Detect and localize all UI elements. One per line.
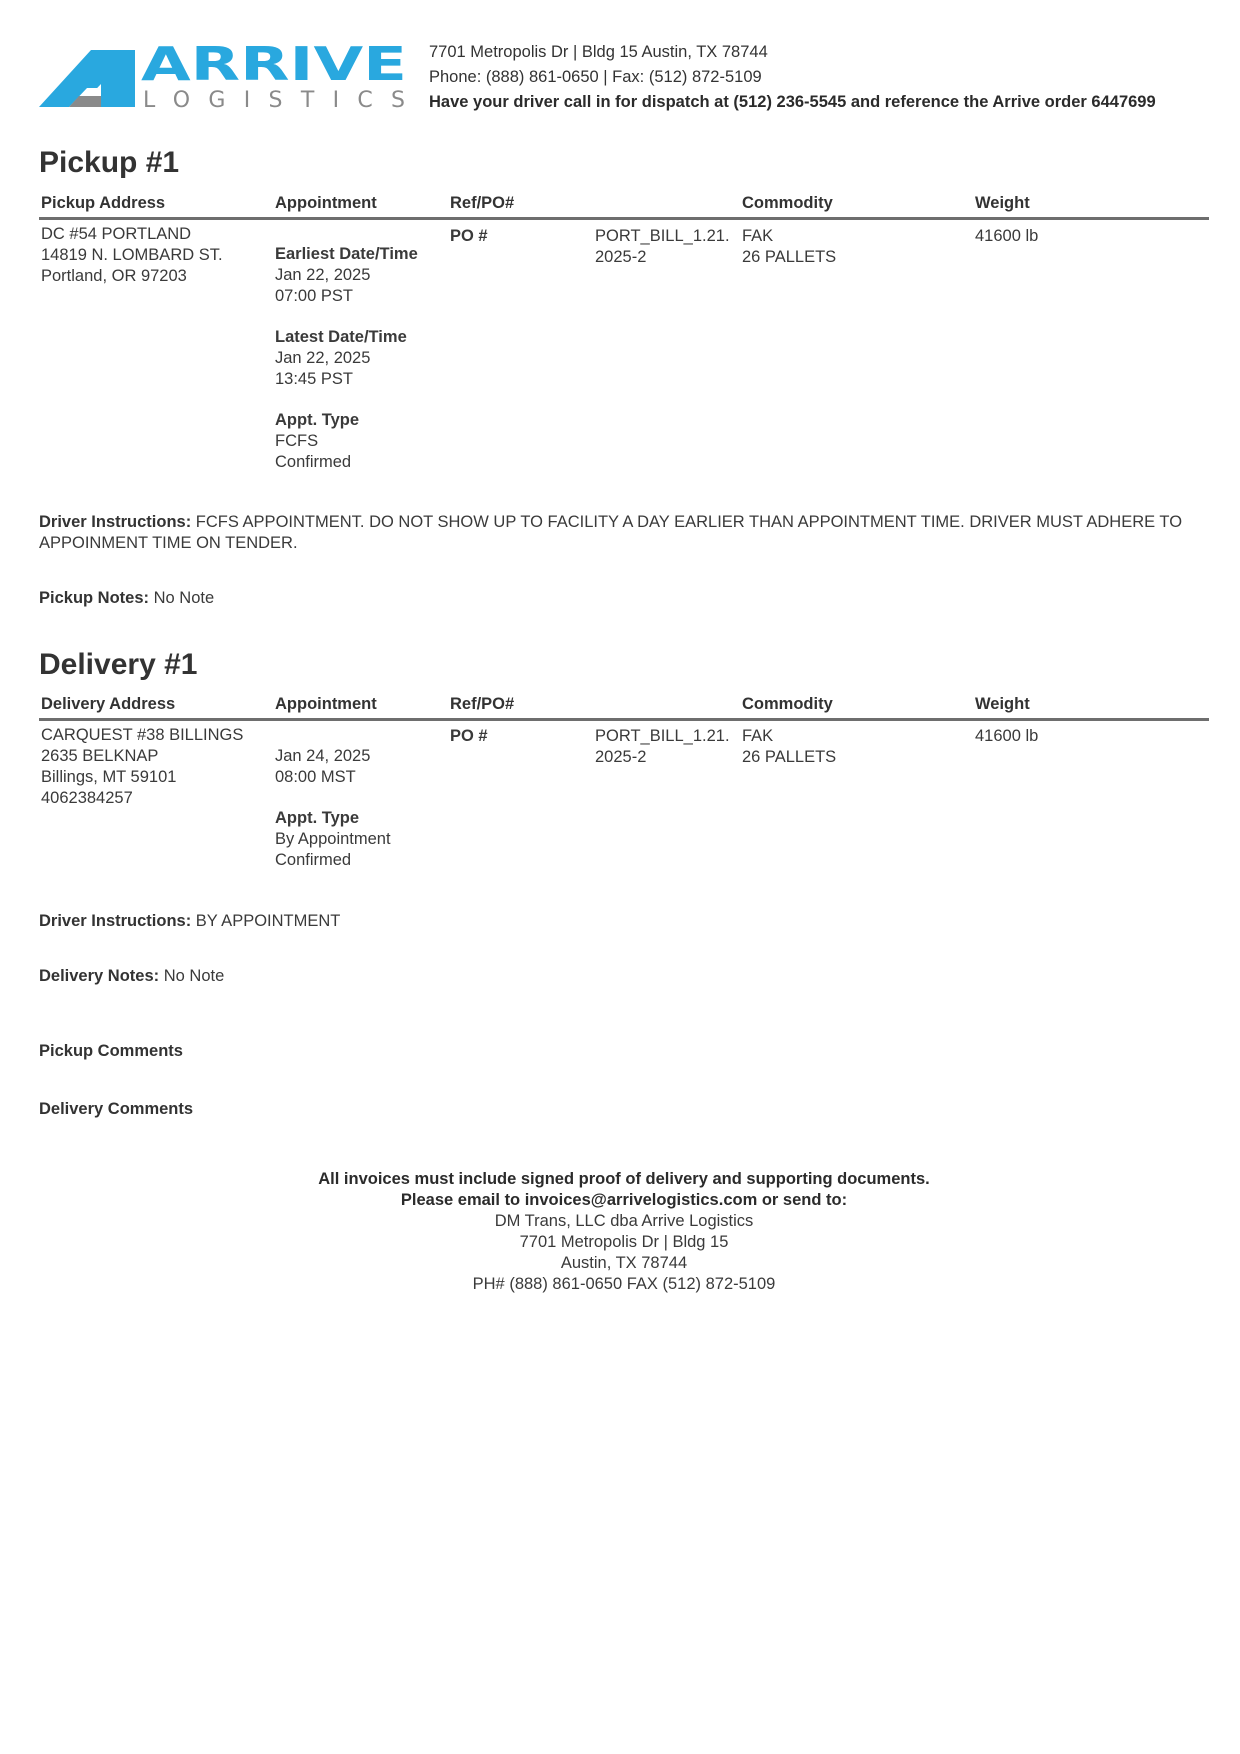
pickup-comments-heading: Pickup Comments <box>39 1042 183 1060</box>
delivery-table <box>39 694 1209 869</box>
col-weight: Weight <box>975 695 1030 713</box>
pickup-driver-instructions: Driver Instructions: FCFS APPOINTMENT. DO NOT SHOW UP TO FACILITY A DAY EARLIER THAN APPOINTMENT TIME. DRIVER MUST ADHERE TO APPOINMENT TIME ON TENDER. <box>39 513 1183 552</box>
pickup-weight: 41600 lb <box>975 227 1039 245</box>
company-info <box>429 40 1156 115</box>
delivery-ref-value: PORT_BILL_1.21. 2025-2 <box>595 727 730 766</box>
company-phone: Phone: (888) 861-0650 | Fax: (512) 872-5109 <box>429 68 762 86</box>
delivery-driver-instructions: Driver Instructions: BY APPOINTMENT <box>39 912 341 930</box>
col-delivery-address: Delivery Address <box>41 695 176 713</box>
delivery-commodity: FAK 26 PALLETS <box>742 727 837 766</box>
pickup-table-header <box>39 193 1209 220</box>
arrive-logistics-logo <box>39 44 409 114</box>
delivery-appointment: Jan 24, 2025 08:00 MST Appt. Type By Appointment Confirmed <box>275 747 391 869</box>
footer-city: Austin, TX 78744 <box>560 1254 688 1272</box>
delivery-ref-label: PO # <box>450 727 488 745</box>
logo-wordmark: ARRIVE <box>141 44 407 91</box>
dispatch-instructions: Have your driver call in for dispatch at (512) 236-5545 and reference the Arrive order 6447699 <box>429 93 1156 111</box>
col-commodity: Commodity <box>742 695 833 713</box>
footer-street: 7701 Metropolis Dr | Bldg 15 <box>519 1233 729 1251</box>
delivery-comments-heading: Delivery Comments <box>39 1100 194 1118</box>
col-appointment: Appointment <box>275 695 377 713</box>
col-appointment: Appointment <box>275 194 377 212</box>
invoice-footer <box>39 1169 1209 1295</box>
pickup-commodity: FAK 26 PALLETS <box>742 227 837 266</box>
delivery-notes: Delivery Notes: No Note <box>39 967 225 985</box>
col-ref-po: Ref/PO# <box>450 194 515 212</box>
col-pickup-address: Pickup Address <box>41 194 166 212</box>
logo-subtitle: LOGISTICS <box>143 88 405 113</box>
delivery-weight: 41600 lb <box>975 727 1039 745</box>
footer-company: DM Trans, LLC dba Arrive Logistics <box>494 1212 754 1230</box>
footer-phone-fax: PH# (888) 861-0650 FAX (512) 872-5109 <box>472 1275 776 1293</box>
document-header <box>39 40 1209 120</box>
company-address: 7701 Metropolis Dr | Bldg 15 Austin, TX 78744 <box>429 43 768 61</box>
invoice-requirement: All invoices must include signed proof of delivery and supporting documents. <box>318 1170 930 1188</box>
col-weight: Weight <box>975 194 1030 212</box>
col-ref-po: Ref/PO# <box>450 695 515 713</box>
pickup-ref-value: PORT_BILL_1.21. 2025-2 <box>595 227 730 266</box>
pickup-table <box>39 193 1209 471</box>
pickup-appointment: Earliest Date/Time Jan 22, 2025 07:00 PST Latest Date/Time Jan 22, 2025 13:45 PST Appt. Type FCFS Confirmed <box>275 245 418 471</box>
invoice-email: Please email to invoices@arrivelogistics.com or send to: <box>400 1191 848 1209</box>
col-commodity: Commodity <box>742 194 833 212</box>
delivery-title: Delivery #1 <box>39 648 198 681</box>
delivery-table-header <box>39 694 1209 721</box>
delivery-address: CARQUEST #38 BILLINGS 2635 BELKNAP Billings, MT 59101 4062384257 <box>41 726 244 807</box>
pickup-address: DC #54 PORTLAND 14819 N. LOMBARD ST. Portland, OR 97203 <box>41 225 223 285</box>
pickup-ref-label: PO # <box>450 227 488 245</box>
pickup-notes: Pickup Notes: No Note <box>39 589 215 607</box>
pickup-title: Pickup #1 <box>39 146 180 179</box>
